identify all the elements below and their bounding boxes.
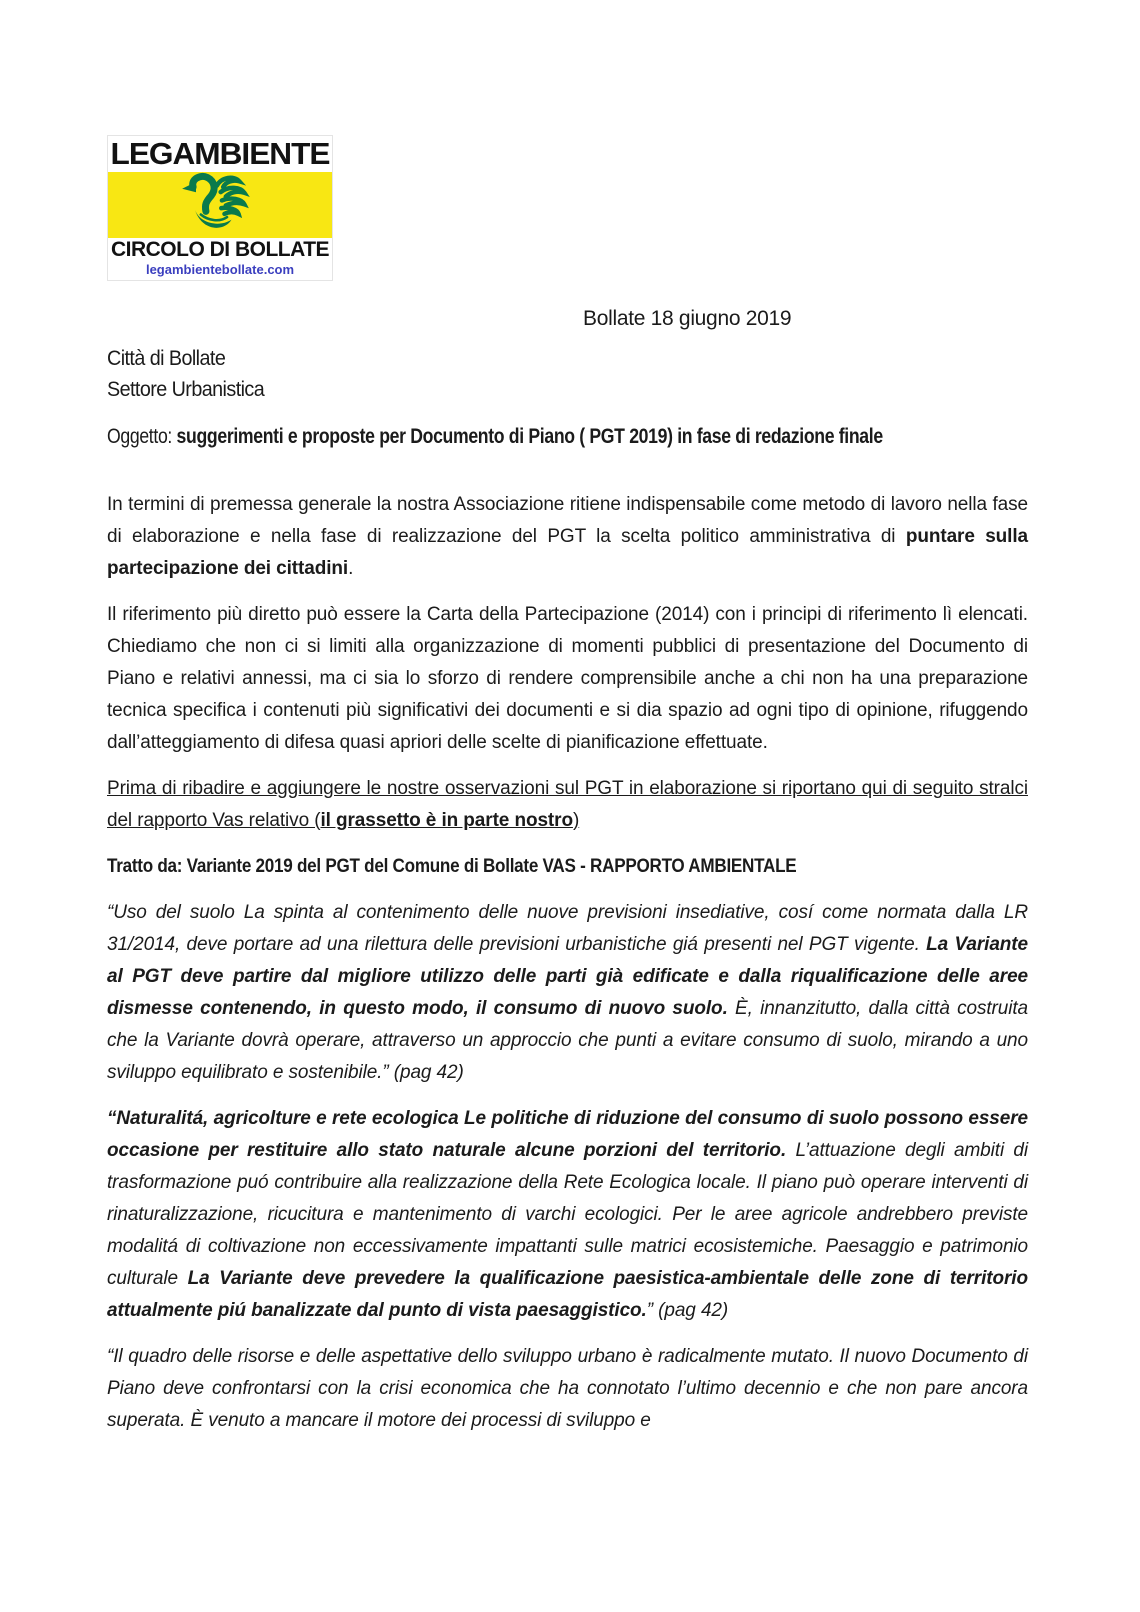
paragraph-premessa-stralci xyxy=(107,773,1028,837)
text-run: ” (pag 42) xyxy=(646,1300,729,1321)
quote-uso-del-suolo xyxy=(107,897,1028,1089)
heading-tratto-da xyxy=(107,851,936,883)
text-run: La Variante deve prevedere la qualificazione paesistica-ambientale delle zone di territorio attualmente piú banalizzate dal punto di vista paesaggistico. xyxy=(107,1268,1028,1321)
circolo-di-bollate-label: CIRCOLO DI BOLLATE xyxy=(110,238,330,261)
quote-quadro-risorse xyxy=(107,1341,1028,1437)
text-run: il grassetto è in parte nostro xyxy=(320,810,573,831)
text-run: La Variante al PGT deve partire dal migliore utilizzo delle parti già edificate e dalla riqualificazione delle aree dismesse contenendo, in questo modo, il consumo di nuovo suolo. xyxy=(107,934,1028,1019)
subject-line xyxy=(107,421,881,453)
subject-label: Oggetto: xyxy=(107,425,177,448)
text-run: In termini di premessa generale la nostra Associazione ritiene indispensabile come metodo di lavoro nella fase di elaborazione e nella fase di realizzazione del PGT la scelta politico amministrativa di xyxy=(107,494,1028,547)
quote-naturalita-rete-ecologica xyxy=(107,1103,1028,1327)
recipient-department: Settore Urbanistica xyxy=(107,378,265,401)
text-run: Prima di ribadire e aggiungere le nostre osservazioni sul PGT in elaborazione si riportano qui di seguito stralci del rapporto Vas relativo ( xyxy=(107,778,1028,831)
recipient-block xyxy=(107,343,1028,405)
recipient-city: Città di Bollate xyxy=(107,347,226,370)
legambiente-logo xyxy=(107,135,333,281)
text-run: Il riferimento più diretto può essere la Carta della Partecipazione (2014) con i principi di riferimento lì elencati. Chiediamo che non ci si limiti alla organizzazione di momenti pubblici di presentazione del Documento di Piano e relativi annessi, ma ci sia lo sforzo di rendere comprensibile anche a chi non ha una preparazione tecnica specifica i contenuti più significativi dei documenti e si dia spazio ad ogni tipo di opinione, rifuggendo dall’atteggiamento di difesa quasi apriori delle scelte di pianificazione effettuate. xyxy=(107,604,1028,753)
paragraph-carta-partecipazione xyxy=(107,599,1028,759)
letter-body xyxy=(107,489,1028,1437)
date-line: Bollate 18 giugno 2019 xyxy=(583,307,792,330)
legambiente-wordmark: LEGAMBIENTE xyxy=(110,136,330,171)
paragraph-premessa xyxy=(107,489,1028,585)
text-run: “Il quadro delle risorse e delle aspettative dello sviluppo urbano è radicalmente mutato. Il nuovo Documento di Piano deve confrontarsi con la crisi economica che ha connotato l’ultimo decennio e che non pare ancora superata. È venuto a mancare il motore dei processi di sviluppo e xyxy=(107,1346,1028,1431)
text-run: puntare sulla partecipazione dei cittadini xyxy=(107,526,1029,579)
logo-yellow-band xyxy=(108,172,332,238)
text-run: L’attuazione degli ambiti di trasformazione puó contribuire alla realizzazione della Rete Ecologica locale. Il piano può operare interventi di rinaturalizzazione, ricucitura e mantenimento di varchi ecologici. Per le aree agricole andrebbero previste modalitá di coltivazione non eccessivamente impattanti sulle matrici ecosistemiche. Paesaggio e patrimonio culturale xyxy=(107,1140,1028,1289)
text-run: È, innanzitutto, dalla città costruita che la Variante dovrà operare, attraverso un approccio che punti a evitare consumo di suolo, mirando a uno sviluppo equilibrato e sostenibile.” (pag 42) xyxy=(107,998,1029,1083)
legambiente-swan-icon xyxy=(180,172,260,238)
text-run: “Uso del suolo La spinta al contenimento delle nuove previsioni insediative, cosí come normata dalla LR 31/2014, deve portare ad una rilettura delle previsioni urbanistiche giá presenti nel PGT vigente. xyxy=(107,902,1028,955)
subject-text: suggerimenti e proposte per Documento di Piano ( PGT 2019) in fase di redazione finale xyxy=(176,425,883,448)
text-run: ) xyxy=(572,810,580,831)
text-run: Tratto da: Variante 2019 del PGT del Comune di Bollate VAS - RAPPORTO AMBIENTALE xyxy=(107,856,797,877)
logo-website-label: legambientebollate.com xyxy=(145,262,295,277)
text-run: “Naturalitá, agricolture e rete ecologica Le politiche di riduzione del consumo di suolo possono essere occasione per restituire allo stato naturale alcune porzioni del territorio. xyxy=(107,1108,1028,1161)
text-run: . xyxy=(348,558,354,579)
